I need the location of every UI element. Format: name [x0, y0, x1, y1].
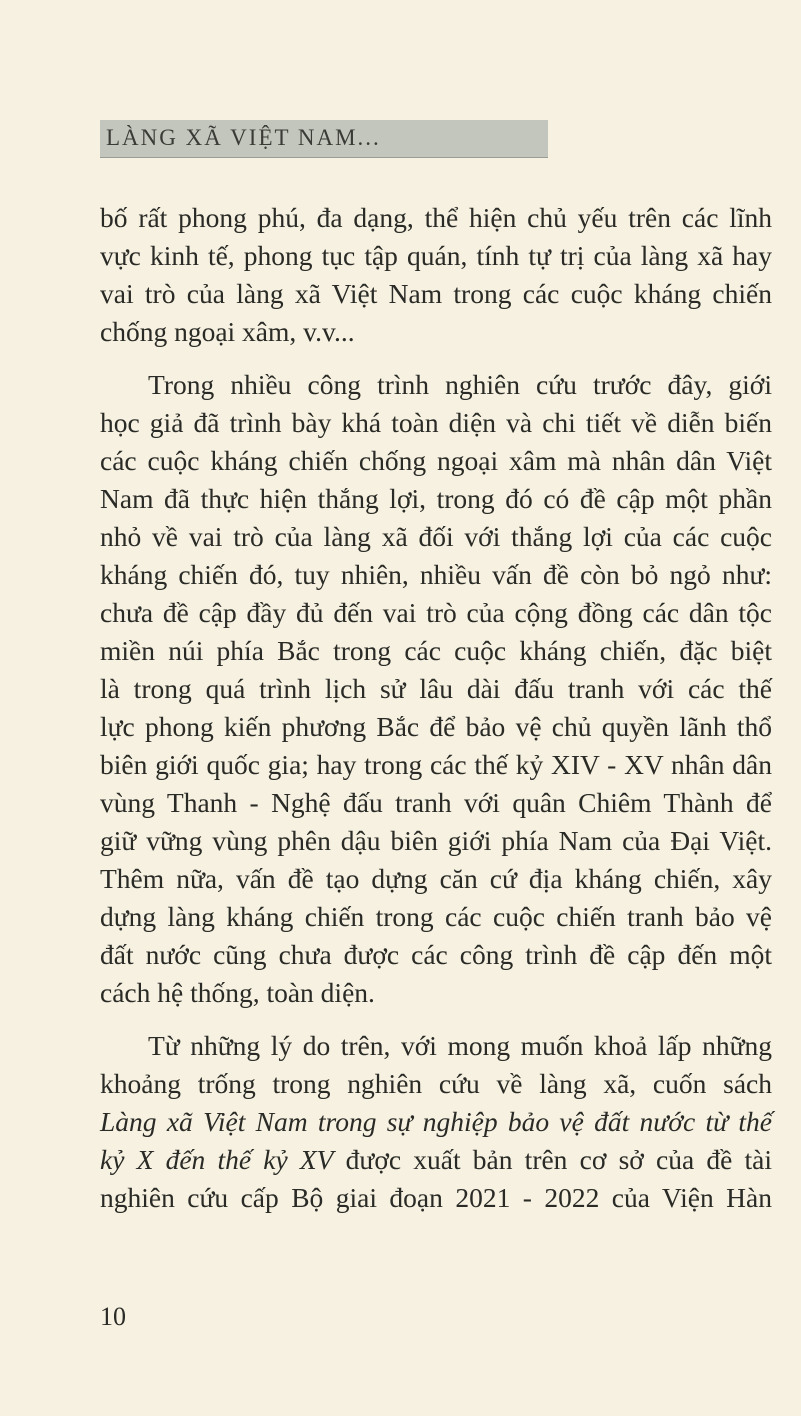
- paragraph-2: [100, 366, 772, 1012]
- text-line: vùng Thanh - Nghệ đấu tranh với quân Chiêm Thành để: [100, 787, 772, 818]
- text-line: lực phong kiến phương Bắc để bảo vệ chủ quyền lãnh thổ: [100, 711, 772, 742]
- text-line: chống ngoại xâm, v.v...: [100, 316, 355, 347]
- text-line: [100, 1141, 772, 1179]
- text-line: nhỏ về vai trò của làng xã đối với thắng lợi của các cuộc: [100, 521, 772, 552]
- text-line: giữ vững vùng phên dậu biên giới phía Nam của Đại Việt.: [100, 825, 772, 856]
- text-line: Thêm nữa, vấn đề tạo dựng căn cứ địa kháng chiến, xây: [100, 863, 772, 894]
- text-line: nghiên cứu cấp Bộ giai đoạn 2021 - 2022 của Viện Hàn: [100, 1182, 772, 1213]
- text-line: kháng chiến đó, tuy nhiên, nhiều vấn đề còn bỏ ngỏ như:: [100, 559, 772, 590]
- text-line: đất nước cũng chưa được các công trình đề cập đến một: [100, 939, 772, 970]
- page-body: [100, 199, 772, 1217]
- text-line: bố rất phong phú, đa dạng, thể hiện chủ yếu trên các lĩnh: [100, 202, 772, 233]
- text-line: Nam đã thực hiện thắng lợi, trong đó có đề cập một phần: [100, 483, 772, 514]
- running-header: [100, 120, 548, 158]
- text-line: cách hệ thống, toàn diện.: [100, 977, 375, 1008]
- text-line: Từ những lý do trên, với mong muốn khoả lấp những: [148, 1030, 772, 1061]
- text-line: miền núi phía Bắc trong các cuộc kháng chiến, đặc biệt: [100, 635, 772, 666]
- text-line: khoảng trống trong nghiên cứu về làng xã, cuốn sách: [100, 1068, 772, 1099]
- paragraph-1: [100, 199, 772, 351]
- text-line: các cuộc kháng chiến chống ngoại xâm mà nhân dân Việt: [100, 445, 772, 476]
- text-line: vai trò của làng xã Việt Nam trong các cuộc kháng chiến: [100, 278, 772, 309]
- text-line: học giả đã trình bày khá toàn diện và chi tiết về diễn biến: [100, 407, 772, 438]
- text-line: dựng làng kháng chiến trong các cuộc chiến tranh bảo vệ: [100, 901, 772, 932]
- paragraph-3: [100, 1027, 772, 1217]
- running-header-text: LÀNG XÃ VIỆT NAM...: [106, 125, 381, 150]
- text-line: Trong nhiều công trình nghiên cứu trước đây, giới: [148, 369, 772, 400]
- text-line: chưa đề cập đầy đủ đến vai trò của cộng đồng các dân tộc: [100, 597, 772, 628]
- text-line: biên giới quốc gia; hay trong các thế kỷ XIV - XV nhân dân: [100, 749, 772, 780]
- page-number: 10: [100, 1302, 126, 1331]
- text-segment: được xuất bản trên cơ sở của đề tài: [333, 1144, 772, 1175]
- text-line: vực kinh tế, phong tục tập quán, tính tự trị của làng xã hay: [100, 240, 772, 271]
- book-title-end: kỷ X đến thế kỷ XV: [100, 1144, 334, 1175]
- book-title-line: Làng xã Việt Nam trong sự nghiệp bảo vệ đất nước từ thế: [100, 1106, 772, 1137]
- text-line: là trong quá trình lịch sử lâu dài đấu tranh với các thế: [100, 673, 772, 704]
